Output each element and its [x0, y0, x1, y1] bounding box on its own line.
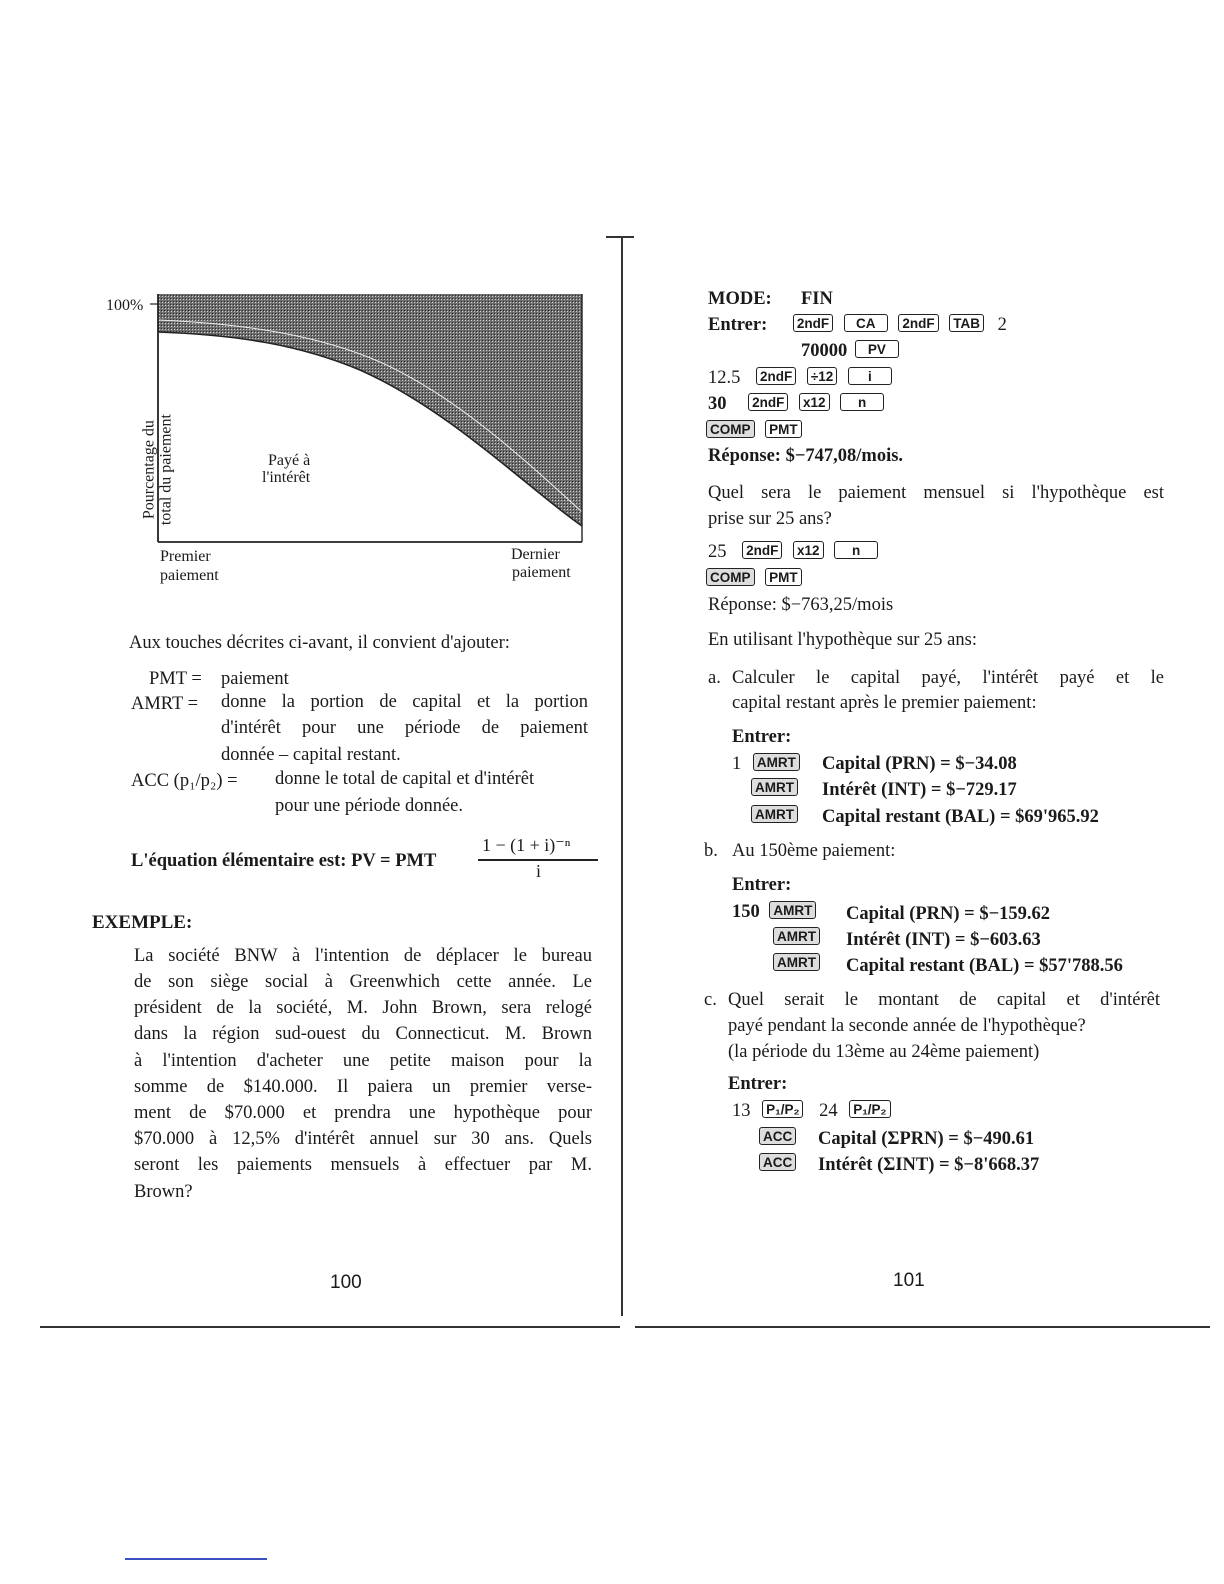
capital-region [158, 294, 582, 526]
right-bottom-rule [635, 1326, 1210, 1328]
entrer-label: Entrer: [708, 315, 768, 335]
part-c-row-2 [756, 1127, 799, 1149]
example-line: $70.000 à 12,5% d'intérêt annuel sur 30 ans. Quels [134, 1129, 592, 1149]
part-c-line-2: payé pendant la seconde année de l'hypothèque? [728, 1016, 1086, 1036]
part-a-entrer: Entrer: [732, 727, 792, 747]
example-heading: EXEMPLE: [92, 912, 193, 933]
example-line: seront les paiements mensuels à effectuer par M. [134, 1155, 592, 1175]
value-2: 2 [997, 315, 1007, 335]
value-1: 1 [732, 754, 742, 774]
part-b-result-1: Capital (PRN) = $−159.62 [846, 904, 1051, 924]
key-n: n [840, 393, 884, 411]
def-term-acc: ACC (p₁/p₂) = [131, 771, 238, 791]
x-left-label-2: paiement [160, 567, 219, 584]
key-acc: ACC [759, 1153, 796, 1171]
example-line: président de la société, M. John Brown, sera relogé [134, 998, 592, 1018]
example-line: somme de $140.000. Il paiera un premier verse- [134, 1077, 592, 1097]
value-70000: 70000 [801, 341, 848, 361]
interest-region-label-2: l'intérêt [262, 469, 311, 486]
value-25: 25 [708, 542, 727, 562]
part-c-result-2: Intérêt (ΣINT) = $−8'668.37 [818, 1155, 1040, 1175]
key-amrt: AMRT [773, 953, 820, 971]
part-c-result-1: Capital (ΣPRN) = $−490.61 [818, 1129, 1035, 1149]
part-b-result-2: Intérêt (INT) = $−603.63 [846, 930, 1041, 950]
def-text-pmt: paiement [221, 669, 289, 689]
part-b-row-3 [770, 953, 823, 975]
y-axis-label-2: total du paiement [157, 414, 175, 526]
value-24: 24 [819, 1101, 838, 1121]
key-pv: PV [855, 340, 899, 358]
example-line: dans la région sud-ouest du Connecticut. M. Brown [134, 1024, 592, 1044]
key-amrt: AMRT [751, 805, 798, 823]
y-axis-label-1: Pourcentage du [140, 420, 158, 520]
entry-row-6 [708, 541, 881, 563]
question-1-line-2: prise sur 25 ans? [708, 509, 832, 529]
equation-numerator: 1 − (1 + i)⁻ⁿ [482, 835, 571, 855]
interest-region-label-1: Payé à [268, 452, 311, 469]
question-1-line-1: Quel sera le paiement mensuel si l'hypothèque est [708, 483, 1164, 503]
using-25-years: En utilisant l'hypothèque sur 25 ans: [708, 630, 977, 650]
part-a-line-1: Calculer le capital payé, l'intérêt payé et le [732, 668, 1164, 688]
part-a-letter: a. [708, 668, 721, 688]
left-bottom-rule [40, 1326, 620, 1328]
example-line: ment de $70.000 et prendra une hypothèque pour [134, 1103, 592, 1123]
key-pmt: PMT [765, 420, 802, 438]
example-line: de son siège social à Greenwhich cette année. Le [134, 972, 592, 992]
entry-row-2 [801, 340, 902, 362]
part-b-row-1 [732, 901, 819, 923]
value-150: 150 [732, 902, 760, 922]
x-right-label-2: paiement [512, 564, 571, 581]
page-number-left: 100 [330, 1272, 362, 1293]
part-b-line-1: Au 150ème paiement: [732, 841, 896, 861]
y-top-label: 100% [106, 297, 144, 314]
answer-2: Réponse: $−763,25/mois [708, 595, 894, 615]
key-ca: CA [844, 314, 888, 332]
value-30: 30 [708, 394, 727, 414]
part-c-entrer: Entrer: [728, 1074, 788, 1094]
part-c-row-3 [756, 1153, 799, 1175]
answer-1: Réponse: $−747,08/mois. [708, 446, 904, 466]
key-2ndf: 2ndF [748, 393, 788, 411]
equation-label: L'équation élémentaire est: PV = PMT [131, 851, 437, 871]
center-gutter-line [621, 236, 623, 1316]
def-text-acc-1: donne le total de capital et d'intérêt [275, 769, 535, 789]
part-a-line-2: capital restant après le premier paiement: [732, 693, 1037, 713]
part-b-result-3: Capital restant (BAL) = $57'788.56 [846, 956, 1123, 976]
part-c-row-1 [732, 1100, 894, 1122]
key-p1p2: P₁/P₂ [762, 1100, 803, 1118]
def-text-amrt-1: donne la portion de capital et la portion [221, 692, 588, 712]
key-amrt: AMRT [751, 778, 798, 796]
key-pmt: PMT [765, 568, 802, 586]
part-a-result-2: Intérêt (INT) = $−729.17 [822, 780, 1017, 800]
key-2ndf: 2ndF [742, 541, 782, 559]
example-line: à l'intention d'acheter une petite maison pour la [134, 1051, 592, 1071]
key-tab: TAB [949, 314, 984, 332]
entry-row-3 [708, 367, 895, 389]
equation-denominator: i [536, 861, 542, 881]
mode-label: MODE: [708, 289, 772, 309]
key-amrt: AMRT [769, 901, 816, 919]
part-a-row-3 [748, 805, 801, 827]
key-p1p2: P₁/P₂ [849, 1100, 890, 1118]
value-12-5: 12.5 [708, 368, 741, 388]
key-i: i [848, 367, 892, 385]
key-amrt: AMRT [753, 753, 800, 771]
gutter-top-mark [606, 236, 634, 238]
page-number-right: 101 [893, 1270, 925, 1291]
key-x12: x12 [799, 393, 830, 411]
example-line: Brown? [134, 1182, 193, 1202]
key-x12: x12 [793, 541, 824, 559]
part-a-row-2 [748, 778, 801, 800]
key-comp: COMP [706, 420, 755, 438]
key-div12: ÷12 [807, 367, 837, 385]
part-c-line-1: Quel serait le montant de capital et d'intérêt [728, 990, 1160, 1010]
def-text-amrt-3: donnée – capital restant. [221, 745, 401, 765]
key-amrt: AMRT [773, 927, 820, 945]
x-right-label-1: Dernier [511, 546, 560, 563]
key-2ndf: 2ndF [756, 367, 796, 385]
part-b-letter: b. [704, 841, 718, 861]
def-text-acc-2: pour une période donnée. [275, 796, 464, 816]
key-acc: ACC [759, 1127, 796, 1145]
figure-graphic [150, 290, 586, 548]
part-a-result-1: Capital (PRN) = $−34.08 [822, 754, 1017, 774]
part-c-line-3: (la période du 13ème au 24ème paiement) [728, 1042, 1040, 1062]
x-left-label-1: Premier [160, 548, 211, 565]
example-line: La société BNW à l'intention de déplacer le bureau [134, 946, 592, 966]
def-term-amrt: AMRT = [131, 694, 199, 714]
key-n: n [834, 541, 878, 559]
key-comp: COMP [706, 568, 755, 586]
part-b-row-2 [770, 927, 823, 949]
part-a-row-1 [732, 753, 803, 775]
footnote-rule [125, 1558, 267, 1560]
intro-text: Aux touches décrites ci-avant, il convient d'ajouter: [129, 633, 510, 653]
value-13: 13 [732, 1101, 751, 1121]
key-2ndf: 2ndF [793, 314, 833, 332]
part-a-result-3: Capital restant (BAL) = $69'965.92 [822, 807, 1099, 827]
entry-row-1 [708, 314, 1007, 336]
def-term-pmt: PMT = [149, 669, 202, 689]
entry-row-4 [708, 393, 887, 415]
entry-row-7 [703, 568, 805, 590]
def-text-amrt-2: d'intérêt pour une période de paiement [221, 718, 588, 738]
part-b-entrer: Entrer: [732, 875, 792, 895]
mode-value: FIN [801, 289, 833, 309]
entry-row-5 [703, 420, 805, 442]
part-c-letter: c. [704, 990, 717, 1010]
key-2ndf: 2ndF [898, 314, 938, 332]
